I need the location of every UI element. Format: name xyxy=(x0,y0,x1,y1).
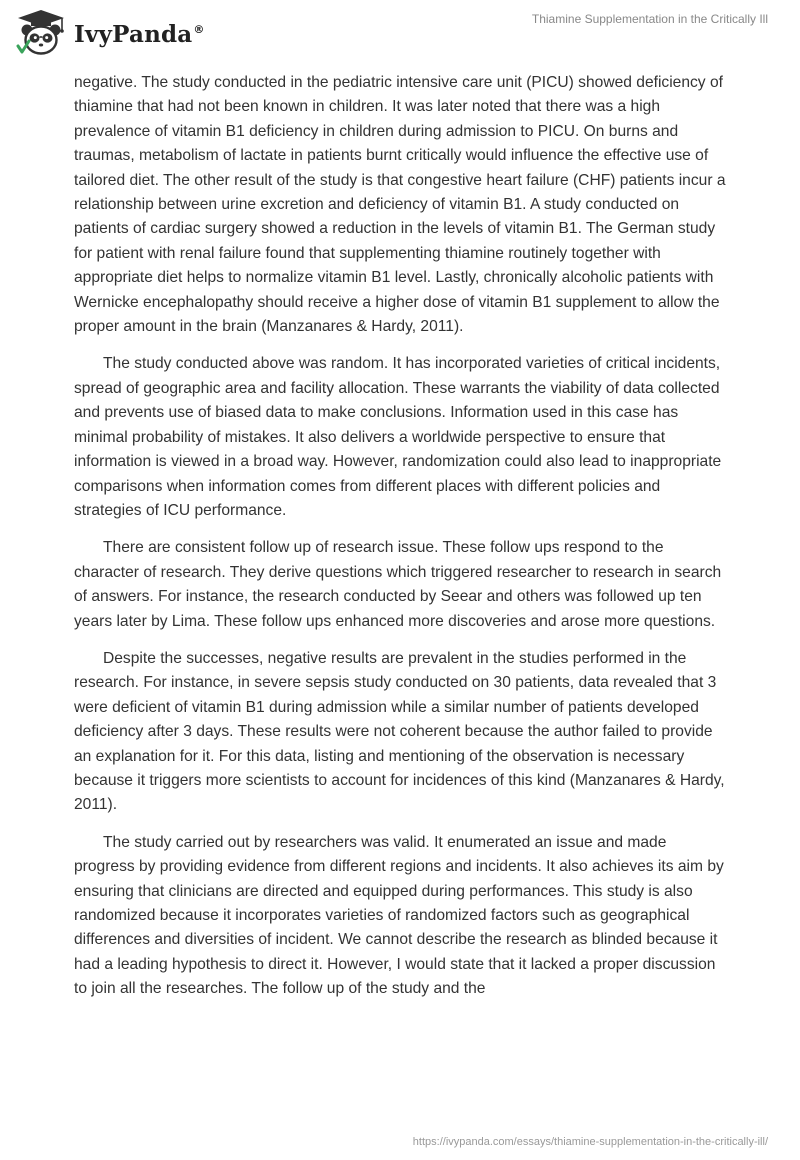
body-paragraph: There are consistent follow up of research issue. These follow ups respond to the character of research. They derive questions which triggered researcher to research in search of answers. For instance, the research conducted by Seear and others was followed up ten years later by Lima. These follow ups enhanced more discoveries and arose more questions. xyxy=(74,539,722,630)
body-paragraph: Despite the successes, negative results are prevalent in the studies performed in the research. For instance, in severe sepsis study conducted on 30 patients, data revealed that 3 were deficient of vitamin B1 during admission while a similar number of patients developed deficiency after 3 days. These results were not coherent because the author failed to provide an explanation for it. For this data, listing and mentioning of the observation is necessary because it triggers more scientists to account for incidences of this kind (Manzanares & Hardy, 2011). xyxy=(74,649,725,814)
source-url-link[interactable]: https://ivypanda.com/essays/thiamine-supplementation-in-the-critically-ill/ xyxy=(412,1136,768,1148)
brand-registered-mark: ® xyxy=(193,22,205,36)
body-paragraph: The study carried out by researchers was valid. It enumerated an issue and made progress by providing evidence from different regions and incidents. It also achieves its aim by ensuring that clinicians are directed and equipped during performances. This study is also randomized because it incorporates varieties of randomized factors such as geographical differences and diversities of incident. We cannot describe the research as blinded because it had a leading hypothesis to direct it. However, I would state that it lacked a proper discussion to join all the researches. The follow up of the study and the xyxy=(74,833,724,998)
body-paragraph: negative. The study conducted in the pediatric intensive care unit (PICU) showed deficiency of thiamine that had not been known in children. It was later noted that there was a high prevalence of vitamin B1 deficiency in children during admission to PICU. On burns and traumas, metabolism of lactate in patients burnt critically would influence the effective use of tailored diet. The other result of the study is that congestive heart failure (CHF) patients incur a relationship between urine excretion and deficiency of vitamin B1. A study conducted on patients of cardiac surgery showed a reduction in the levels of vitamin B1. The German study for patient with renal failure found that supplementing thiamine routinely together with appropriate diet helps to normalize vitamin B1 level. Lastly, chronically alcoholic patients with Wernicke encephalopathy should receive a higher dose of vitamin B1 supplement to allow the proper amount in the brain (Manzanares & Hardy, 2011). xyxy=(74,74,726,336)
brand-name: IvyPanda® xyxy=(74,20,205,48)
essay-body xyxy=(74,71,730,1015)
body-paragraph: The study conducted above was random. It has incorporated varieties of critical incidents, spread of geographic area and facility allocation. These warrants the viability of data collected and prevents use of biased data to make conclusions. Information used in this case has minimal probability of mistakes. It also delivers a worldwide perspective to ensure that information is viewed in a broad way. However, randomization could also lead to inappropriate comparisons when information comes from different places with different policies and strategies of ICU performance. xyxy=(74,355,722,519)
brand-logo[interactable] xyxy=(14,8,205,58)
panda-graduate-icon xyxy=(14,8,68,58)
page-header xyxy=(0,0,800,70)
document-title: Thiamine Supplementation in the Critically Ill xyxy=(531,12,768,26)
